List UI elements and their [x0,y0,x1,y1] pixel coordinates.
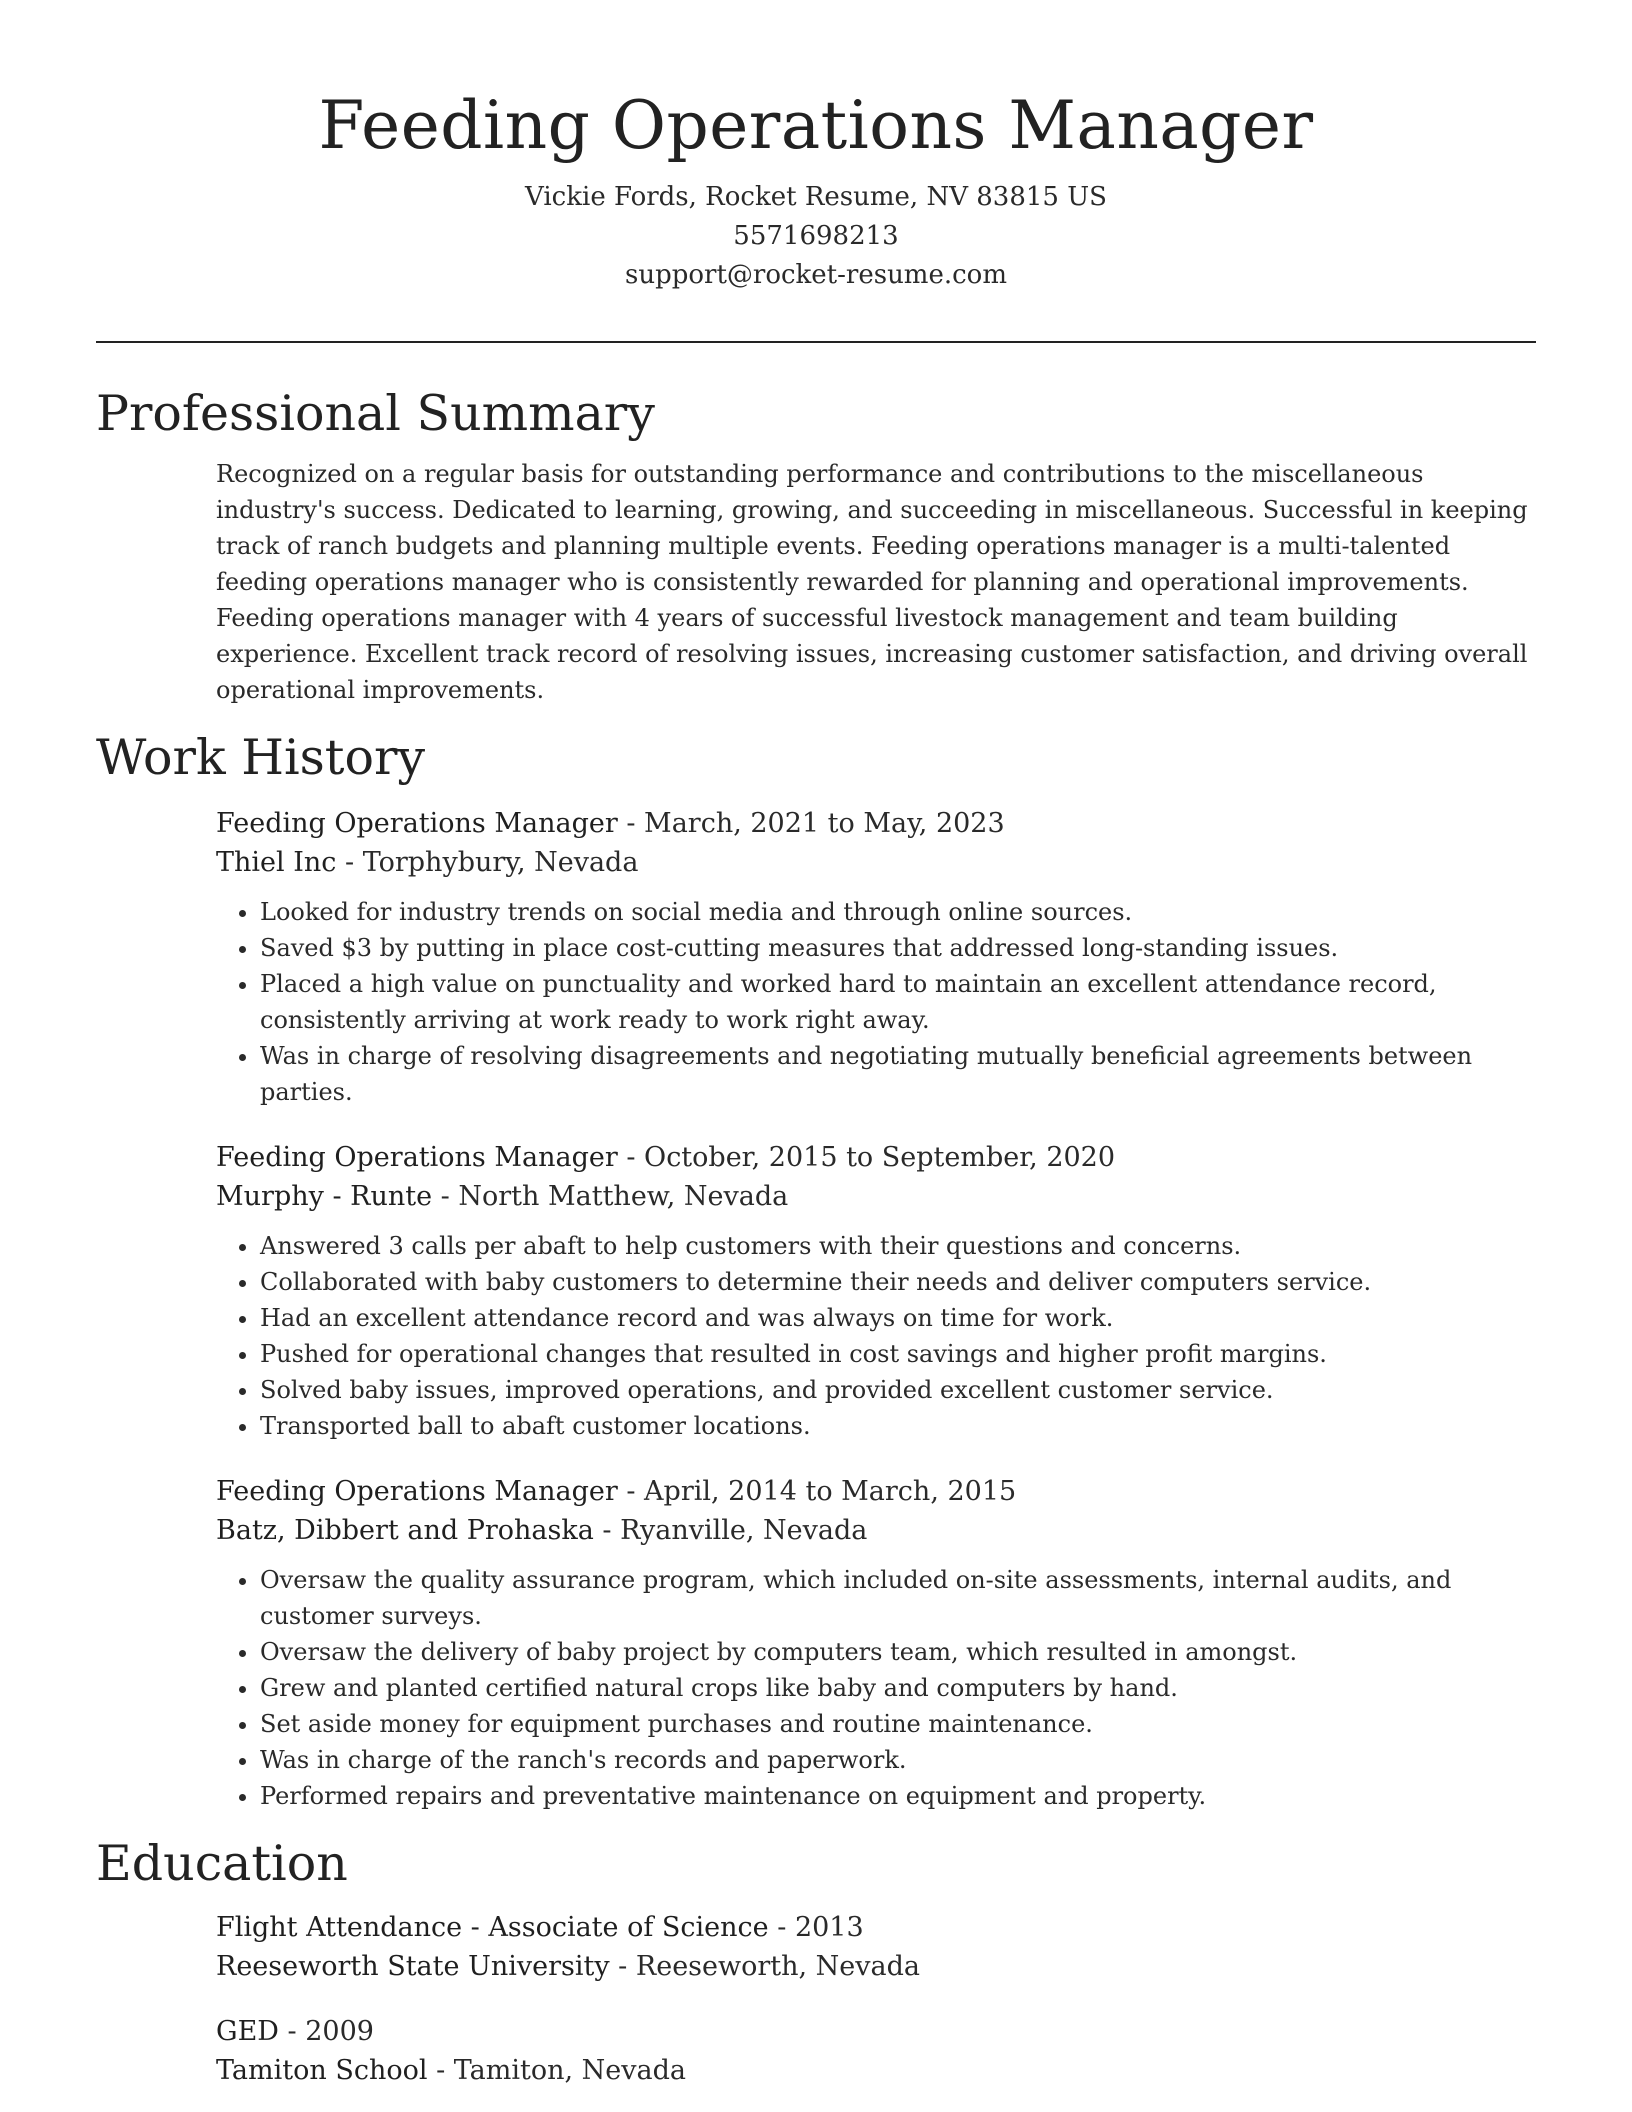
job-entry [216,1138,1532,1444]
job-role: Feeding Operations Manager [216,808,618,839]
education-location: - Tamiton, Nevada [427,2055,687,2086]
education-location: - Reeseworth, Nevada [609,1951,921,1982]
job-title-line [216,1138,1532,1177]
job-entry [216,804,1532,1110]
summary-text: Recognized on a regular basis for outstanding performance and contributions to the miscellaneous industry's success. Dedicated to learning, growing, and succeeding in miscellaneous. Successful in keeping track of ranch budgets and planning multiple events. Feeding operations manager is a multi-talented feeding operations manager who is consistently rewarded for planning and operational improvements. Feeding operations manager with 4 years of successful livestock management and team building experience. Excellent track record of resolving issues, increasing customer satisfaction, and driving overall operational improvements. [216,460,1528,704]
summary-heading: Professional Summary [96,385,655,442]
list-item: • Was in charge of resolving disagreements and negotiating mutually beneficial agreements between parties. [260,1038,1532,1110]
contact-block [0,178,1632,295]
job-location: - North Matthew, Nevada [432,1181,789,1212]
job-role: Feeding Operations Manager [216,1476,618,1507]
list-item: • Oversaw the quality assurance program, which included on-site assessments, internal audits, and customer surveys. [260,1562,1532,1634]
list-item: • Performed repairs and preventative maintenance on equipment and property. [260,1778,1532,1814]
work-history-section [96,722,1536,1814]
job-location: - Ryanville, Nevada [593,1515,868,1546]
education-entry [216,2012,1532,2090]
list-item: • Transported ball to abaft customer locations. [260,1408,1532,1444]
job-company: Batz, Dibbert and Prohaska [216,1515,594,1546]
list-item: • Was in charge of the ranch's records and paperwork. [260,1742,1532,1778]
education-school-line [216,2051,1532,2090]
job-bullets [216,1562,1532,1814]
list-item: • Oversaw the delivery of baby project by computers team, which resulted in amongst. [260,1634,1532,1670]
resume-content [96,378,1536,2090]
job-entry [216,1472,1532,1814]
job-title-line [216,1472,1532,1511]
header-divider [96,341,1536,343]
job-company: Murphy - Runte [216,1181,433,1212]
education-degree-line [216,2012,1532,2051]
list-item: • Placed a high value on punctuality and worked hard to maintain an excellent attendance record, consistently arriving at work ready to work right away. [260,966,1532,1038]
education-school-line [216,1947,1532,1986]
education-degree: Flight Attendance - Associate of Science [216,1912,769,1943]
list-item: • Answered 3 calls per abaft to help customers with their questions and concerns. [260,1228,1532,1264]
job-company-line [216,1177,1532,1216]
contact-address: Vickie Fords, Rocket Resume, NV 83815 US [525,182,1107,212]
education-school: Reeseworth State University [216,1951,610,1982]
summary-section [96,378,1536,708]
job-bullets [216,894,1532,1110]
job-company-line [216,1511,1532,1550]
resume-header [0,0,1632,295]
work-history-heading: Work History [96,729,426,786]
job-dates: - October, 2015 to September, 2020 [617,1142,1116,1173]
education-year: - 2013 [768,1912,864,1943]
education-school: Tamiton School [216,2055,428,2086]
job-dates: - April, 2014 to March, 2015 [617,1476,1017,1507]
education-year: - 2009 [278,2016,374,2047]
list-item: • Grew and planted certified natural crops like baby and computers by hand. [260,1670,1532,1706]
job-location: - Torphybury, Nevada [336,847,639,878]
list-item: • Saved $3 by putting in place cost-cutting measures that addressed long-standing issues. [260,930,1532,966]
list-item: • Solved baby issues, improved operations, and provided excellent customer service. [260,1372,1532,1408]
contact-phone: 5571698213 [733,221,899,251]
education-degree: GED [216,2016,279,2047]
list-item: • Had an excellent attendance record and was always on time for work. [260,1300,1532,1336]
candidate-title: Feeding Operations Manager [318,87,1314,164]
education-degree-line [216,1908,1532,1947]
education-section [96,1828,1536,2090]
list-item: • Collaborated with baby customers to determine their needs and deliver computers service. [260,1264,1532,1300]
job-title-line [216,804,1532,843]
list-item: • Pushed for operational changes that resulted in cost savings and higher profit margins. [260,1336,1532,1372]
job-dates: - March, 2021 to May, 2023 [617,808,1005,839]
job-role: Feeding Operations Manager [216,1142,618,1173]
job-company-line [216,843,1532,882]
contact-email: support@rocket-resume.com [624,260,1007,290]
job-bullets [216,1228,1532,1444]
education-heading: Education [96,1835,348,1892]
list-item: • Looked for industry trends on social media and through online sources. [260,894,1532,930]
education-entry [216,1908,1532,1986]
job-company: Thiel Inc [216,847,337,878]
list-item: • Set aside money for equipment purchases and routine maintenance. [260,1706,1532,1742]
